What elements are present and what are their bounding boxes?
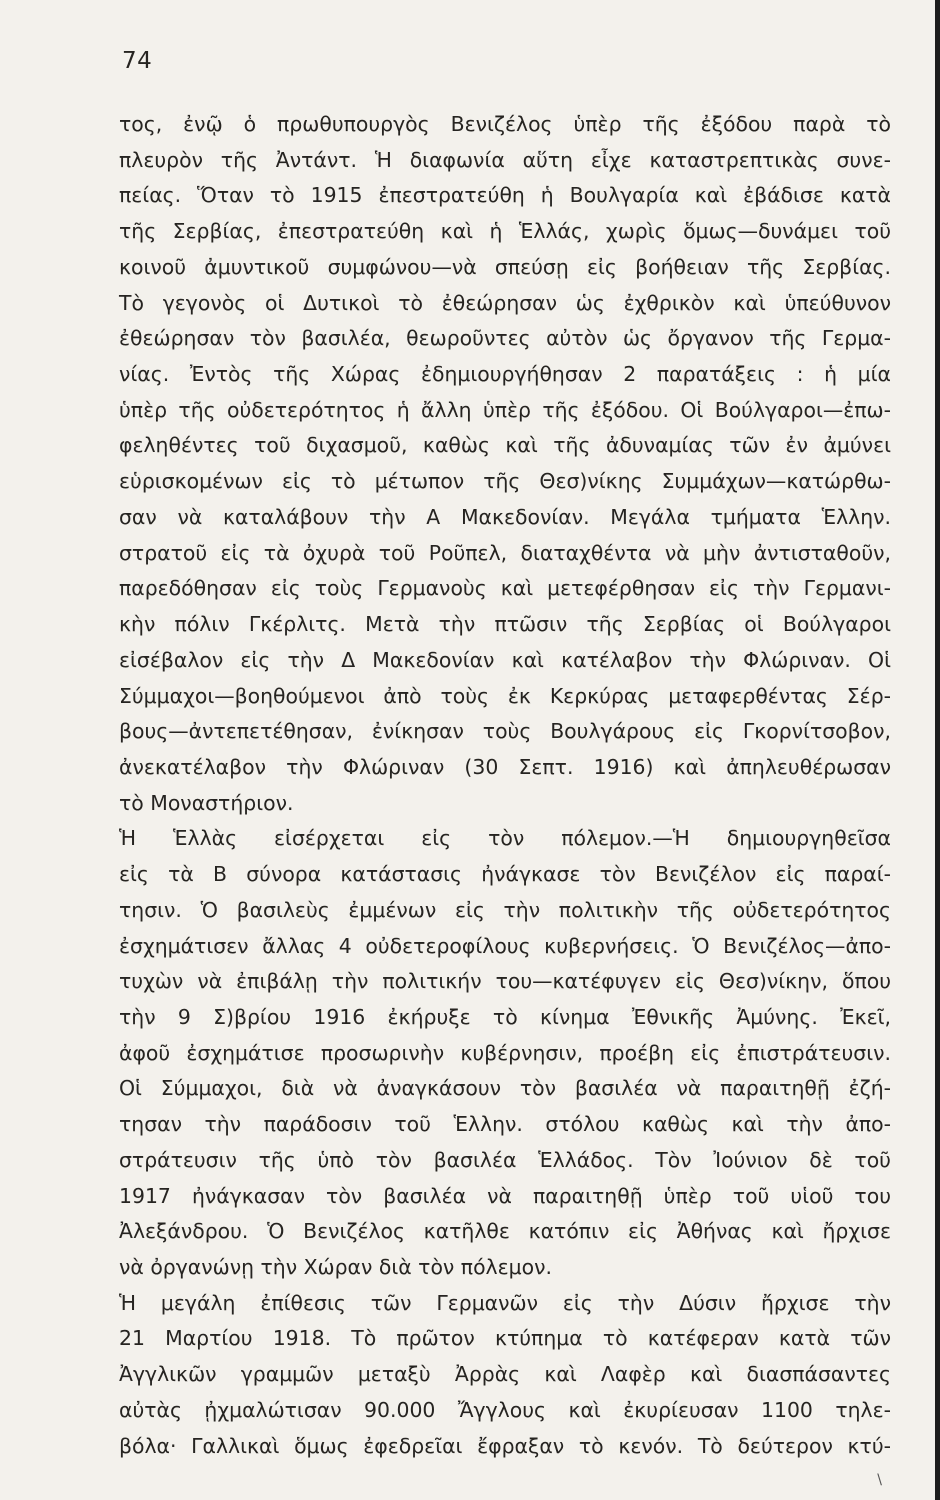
page-number: 74	[122, 48, 153, 74]
text-line: εἰς τὰ Β σύνορα κατάστασις ἠνάγκασε τὸν Βενιζέλον εἰς παραί-	[119, 862, 891, 887]
text-line: τὴν 9 Σ)βρίου 1916 ἐκήρυξε τὸ κίνημα Ἐθνικῆς Ἀμύνης. Ἐκεῖ,	[119, 1004, 891, 1029]
section-heading-line: Ἡ μεγάλη ἐπίθεσις τῶν Γερμανῶν εἰς τὴν Δύσιν ἤρχισε τὴν	[119, 1290, 891, 1315]
text-line: τησιν. Ὁ βασιλεὺς ἐμμένων εἰς τὴν πολιτικὴν τῆς οὐδετερότητος	[119, 897, 891, 922]
text-line: τὸ Μοναστήριον.	[119, 790, 294, 815]
text-line: πείας. Ὅταν τὸ 1915 ἐπεστρατεύθη ἡ Βουλγαρία καὶ ἐβάδισε κατὰ	[119, 183, 891, 208]
text-line: τος, ἐνῷ ὁ πρωθυπουργὸς Βενιζέλος ὑπὲρ τῆς ἐξόδου παρὰ τὸ	[119, 112, 891, 136]
text-line: τησαν τὴν παράδοσιν τοῦ Ἑλλην. στόλου καθὼς καὶ τὴν ἀπο-	[119, 1112, 891, 1137]
margin-mark: \	[877, 1472, 882, 1488]
text-line: σαν νὰ καταλάβουν τὴν Α Μακεδονίαν. Μεγάλα τμήματα Ἑλλην.	[119, 504, 891, 529]
text-line: ἀφοῦ ἐσχημάτισε προσωρινὴν κυβέρνησιν, προέβη εἰς ἐπιστράτευσιν.	[119, 1040, 891, 1065]
text-line: παρεδόθησαν εἰς τοὺς Γερμανοὺς καὶ μετεφέρθησαν εἰς τὴν Γερμανι-	[119, 576, 891, 601]
text-line: ὑπὲρ τῆς οὐδετερότητος ἡ ἄλλη ὑπὲρ τῆς ἐξόδου. Οἱ Βούλγαροι—ἐπω-	[119, 397, 891, 422]
text-line: 21 Μαρτίου 1918. Τὸ πρῶτον κτύπημα τὸ κατέφεραν κατὰ τῶν	[119, 1326, 891, 1351]
text-line: εἰσέβαλον εἰς τὴν Δ Μακεδονίαν καὶ κατέλαβον τὴν Φλώριναν. Οἱ	[119, 647, 891, 672]
text-line: φεληθέντες τοῦ διχασμοῦ, καθὼς καὶ τῆς ἀδυναμίας τῶν ἐν ἀμύνει	[119, 433, 891, 458]
text-line: πλευρὸν τῆς Ἀντάντ. Ἡ διαφωνία αὕτη εἶχε καταστρεπτικὰς συνε-	[119, 147, 891, 172]
text-line: στράτευσιν τῆς ὑπὸ τὸν βασιλέα Ἑλλάδος. Τὸν Ἰούνιον δὲ τοῦ	[119, 1147, 891, 1172]
text-line: Ἀλεξάνδρου. Ὁ Βενιζέλος κατῆλθε κατόπιν εἰς Ἀθήνας καὶ ἤρχισε	[119, 1219, 891, 1244]
text-line: κοινοῦ ἀμυντικοῦ συμφώνου—νὰ σπεύσῃ εἰς βοήθειαν τῆς Σερβίας.	[119, 254, 891, 279]
text-line: Τὸ γεγονὸς οἱ Δυτικοὶ τὸ ἐθεώρησαν ὡς ἐχθρικὸν καὶ ὑπεύθυνον	[119, 290, 891, 315]
text-line: στρατοῦ εἰς τὰ ὀχυρὰ τοῦ Ροῦπελ, διαταχθέντα νὰ μὴν ἀντισταθοῦν,	[119, 540, 891, 565]
text-line: αὐτὰς ᾐχμαλώτισαν 90.000 Ἄγγλους καὶ ἐκυρίευσαν 1100 τηλε-	[119, 1397, 891, 1422]
text-line: Οἱ Σύμμαχοι, διὰ νὰ ἀναγκάσουν τὸν βασιλέα νὰ παραιτηθῇ ἐζή-	[119, 1076, 891, 1101]
text-line: τυχὼν νὰ ἐπιβάλῃ τὴν πολιτικήν του—κατέφυγεν εἰς Θεσ)νίκην, ὅπου	[119, 969, 891, 994]
text-line: βόλα· Γαλλικαὶ ὅμως ἐφεδρεῖαι ἔφραξαν τὸ κενόν. Τὸ δεύτερον κτύ-	[119, 1433, 891, 1458]
section-heading-line: Ἡ Ἑλλὰς εἰσέρχεται εἰς τὸν πόλεμον.—Ἡ δημιουργηθεῖσα	[119, 826, 891, 851]
text-line: βους—ἀντεπετέθησαν, ἐνίκησαν τοὺς Βουλγάρους εἰς Γκορνίτσοβον,	[119, 719, 891, 744]
page-edge-shadow	[935, 0, 940, 1500]
text-line: Ἀγγλικῶν γραμμῶν μεταξὺ Ἀρρὰς καὶ Λαφὲρ καὶ διασπάσαντες	[119, 1362, 891, 1387]
text-line: ἐθεώρησαν τὸν βασιλέα, θεωροῦντες αὐτὸν ὡς ὄργανον τῆς Γερμα-	[119, 326, 891, 351]
text-line: 1917 ἠνάγκασαν τὸν βασιλέα νὰ παραιτηθῇ ὑπὲρ τοῦ υἱοῦ του	[119, 1183, 891, 1208]
text-line: ἐσχημάτισεν ἄλλας 4 οὐδετεροφίλους κυβερνήσεις. Ὁ Βενιζέλος—ἀπο-	[119, 933, 891, 958]
body-text	[119, 107, 891, 1464]
text-line: Σύμμαχοι—βοηθούμενοι ἀπὸ τοὺς ἐκ Κερκύρας μεταφερθέντας Σέρ-	[119, 683, 891, 708]
text-line: ἀνεκατέλαβον τὴν Φλώριναν (30 Σεπτ. 1916) καὶ ἀπηλευθέρωσαν	[119, 754, 891, 779]
text-line: νὰ ὀργανώνῃ τὴν Χώραν διὰ τὸν πόλεμον.	[119, 1255, 552, 1279]
text-line: τῆς Σερβίας, ἐπεστρατεύθη καὶ ἡ Ἑλλάς, χωρὶς ὅμως—δυνάμει τοῦ	[119, 219, 891, 244]
text-line: εὑρισκομένων εἰς τὸ μέτωπον τῆς Θεσ)νίκης Συμμάχων—κατώρθω-	[119, 469, 891, 494]
text-line: νίας. Ἐντὸς τῆς Χώρας ἐδημιουργήθησαν 2 παρατάξεις : ἡ μία	[119, 362, 891, 387]
text-line: κὴν πόλιν Γκέρλιτς. Μετὰ τὴν πτῶσιν τῆς Σερβίας οἱ Βούλγαροι	[119, 612, 891, 637]
